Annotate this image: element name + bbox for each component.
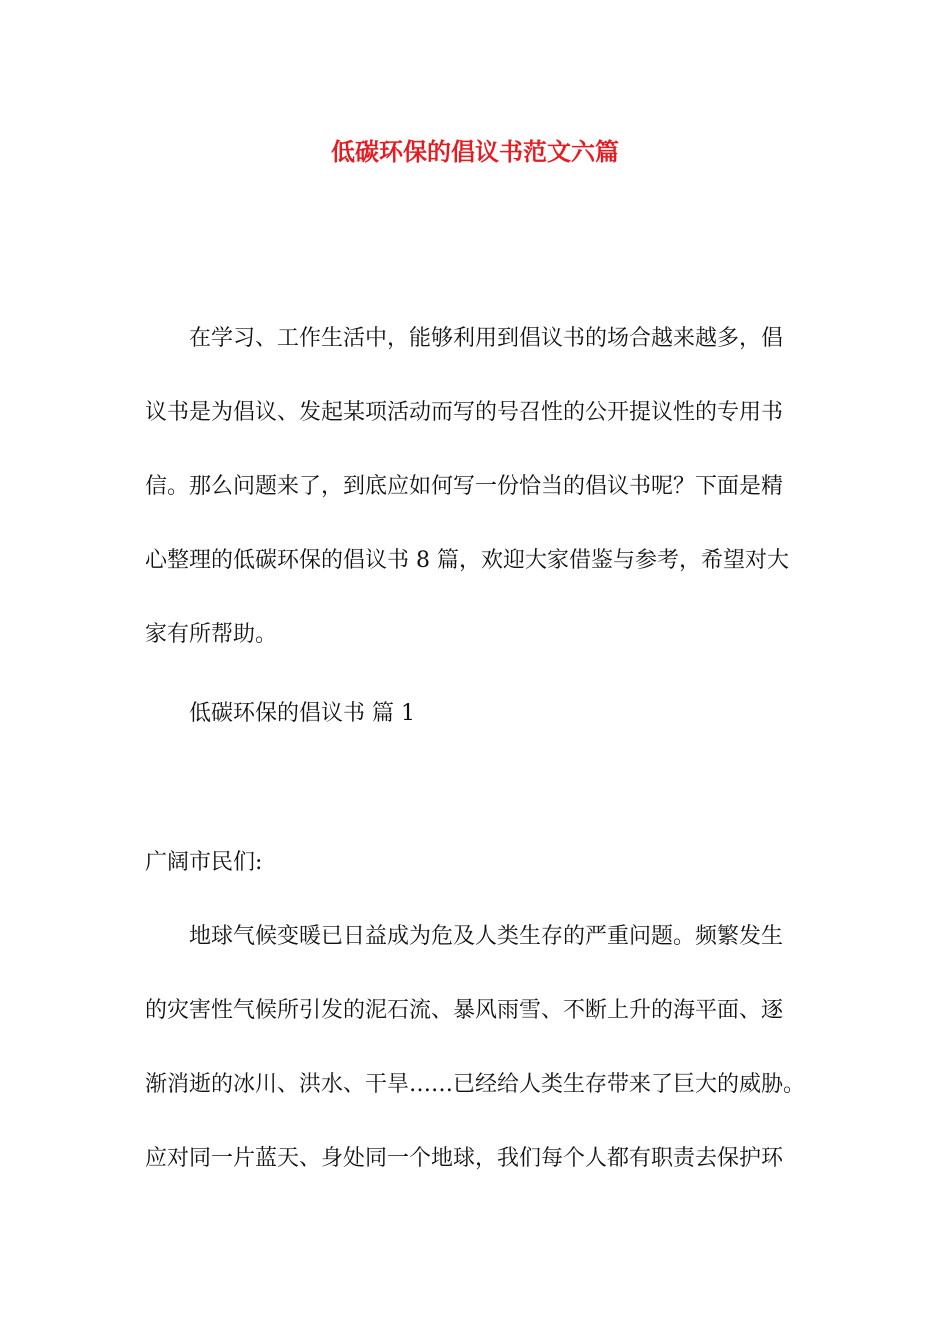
intro-paragraph (145, 302, 815, 672)
main-line-4: 应对同一片蓝天、身处同一个地球，我们每个人都有职责去保护环 (145, 1146, 784, 1171)
section-heading: 低碳环保的倡议书 篇 1 (189, 701, 415, 726)
intro-line-3: 信。那么问题来了，到底应如何写一份恰当的倡议书呢？下面是精 (145, 474, 784, 499)
salutation: 广阔市民们: (145, 850, 263, 875)
main-line-1: 地球气候变暖已日益成为危及人类生存的严重问题。频繁发生 (189, 924, 784, 949)
document-title: 低碳环保的倡议书范文六篇 (331, 137, 619, 166)
intro-line-5: 家有所帮助。 (145, 622, 278, 647)
main-line-3: 渐消逝的冰川、洪水、干旱……已经给人类生存带来了巨大的威胁。 (145, 1072, 806, 1097)
intro-line-4: 心整理的低碳环保的倡议书 8 篇，欢迎大家借鉴与参考，希望对大 (145, 548, 789, 573)
intro-line-2: 议书是为倡议、发起某项活动而写的号召性的公开提议性的专用书 (145, 400, 784, 425)
main-line-2: 的灾害性气候所引发的泥石流、暴风雨雪、不断上升的海平面、逐 (145, 998, 784, 1023)
main-paragraph (145, 900, 815, 1196)
intro-line-1: 在学习、工作生活中，能够利用到倡议书的场合越来越多，倡 (189, 326, 784, 351)
